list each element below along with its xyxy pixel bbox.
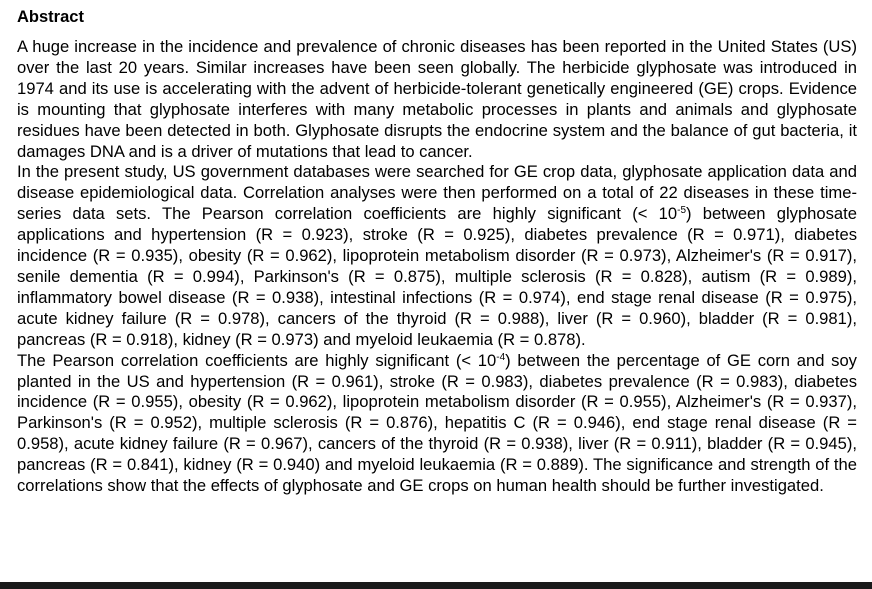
paragraph-ge-crops [17, 351, 857, 497]
abstract-body [17, 37, 857, 497]
methods-text: In the present study, US government databases were searched for GE crop data, glyphosate application data and disease epidemiological data. Correlation analyses were then performed on a total of 22 diseases in these time-series data sets. The Pearson correlation coefficients are highly [17, 162, 857, 224]
ge-correlation-text: ) between the percentage of GE corn and soy planted in the US and hypertension (R = 0.961), stroke (R = 0.983), diabetes prevalence (R = 0.983), diabetes incidence (R = 0.955), obesity (R = 0.962), lipoprotein metabolism disorder (R = 0.955), Alzheimer's (R = 0.937), Parkinson's (R = 0.952), multiple sclerosis (R = 0.876), hepatitis C (R = 0.946), end stage renal disease (R = 0.958), acute kidney failure (R = 0.967), cancers of the thyroid (R = 0.938), liver (R = 0.911), bladder (R = 0.945), pancreas (R = 0.841), kidney (R = 0.940) and myeloid leukaemia (R = 0.889). The significance and strength of the correlations show that the effects of glyphosate and GE crops on human health should be further investigated. [17, 350, 857, 496]
ge-correlation-text-start: The Pearson correlation coefficients are highly significant (< 10 [17, 350, 497, 370]
significance-exponent-glyphosate: -5 [677, 205, 687, 217]
paragraph-methods [17, 162, 857, 350]
paragraph-introduction: A huge increase in the incidence and prevalence of chronic diseases has been reported in the United States (US) over the last 20 years. Similar increases have been seen globally. The herbicide glyphosate was introduced in 1974 and its use is accelerating with the advent of herbicide-tolerant genetically engineered (GE) crops. Evidence is mounting that glyphosate interferes with many metabolic processes in plants and animals and glyphosate residues have been detected in both. Glyphosate disrupts the endocrine system and the balance of gut bacteria, it damages DNA and is a driver of mutations that lead to cancer. [17, 37, 857, 161]
glyphosate-correlation-text-start: significant (< 10 [547, 204, 678, 224]
significance-exponent-ge: -4 [496, 351, 506, 363]
abstract-heading: Abstract [17, 8, 84, 26]
glyphosate-correlation-text: ) between glyphosate applications and hypertension (R = 0.923), stroke (R = 0.925), diabetes prevalence (R = 0.971), diabetes incidence (R = 0.935), obesity (R = 0.962), lipoprotein metabolism disorder (R = 0.973), Alzheimer's (R = 0.917), senile dementia (R = 0.994), Parkinson's (R = 0.875), multiple sclerosis (R = 0.828), autism (R = 0.989), inflammatory bowel disease (R = 0.938), intestinal infections (R = 0.974), end stage renal disease (R = 0.975), acute kidney failure (R = 0.978), cancers of the thyroid (R = 0.988), liver (R = 0.960), bladder (R = 0.981), pancreas (R = 0.918), kidney (R = 0.973) and myeloid leukaemia (R = 0.878). [17, 204, 857, 349]
bottom-edge-bar [0, 582, 872, 589]
